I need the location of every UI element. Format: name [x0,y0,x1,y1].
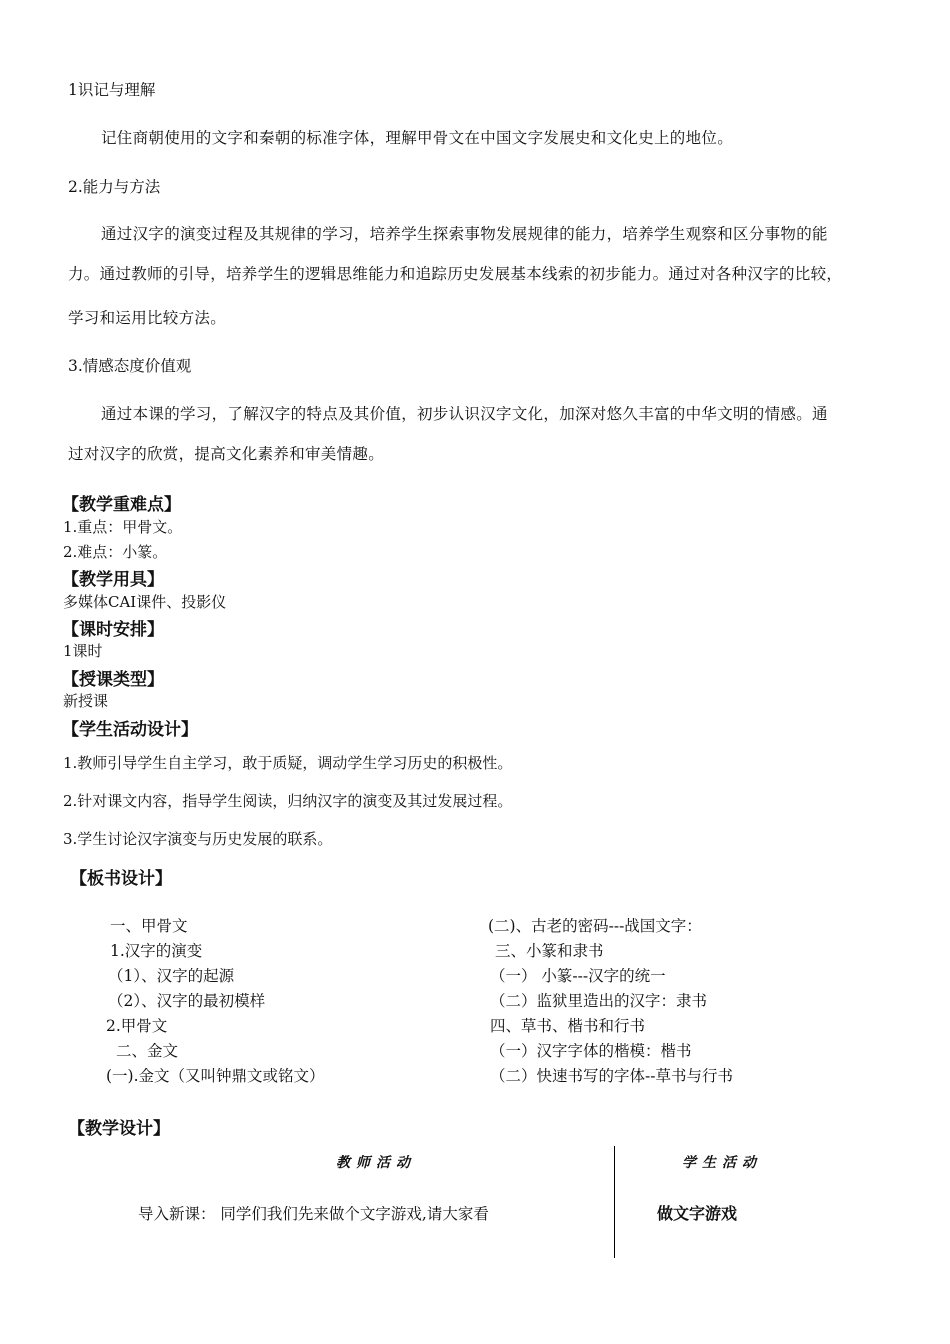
objective-2-title: 2.能力与方法 [68,178,161,196]
board-right-line-5: 四、草书、楷书和行书 [490,1017,646,1035]
board-right-line-4: （二）监狱里造出的汉字：隶书 [490,992,708,1010]
board-right-line-2: 三、小篆和隶书 [495,942,604,960]
type-text: 新授课 [63,692,109,710]
objective-2-line-2: 力。通过教师的引导，培养学生的逻辑思维能力和追踪历史发展基本线索的初步能力。通过对各种汉字的比较， [68,265,843,283]
schedule-heading: 【课时安排】 [62,620,164,640]
objective-3-title: 3.情感态度价值观 [68,357,192,375]
column-header-teacher: 教师活动 [336,1155,416,1171]
board-left-line-3: （1）、汉字的起源 [108,967,235,985]
activities-heading: 【学生活动设计】 [62,720,198,740]
objective-1-title: 1识记与理解 [68,81,156,99]
board-left-line-1: 一、甲骨文 [110,917,188,935]
type-heading: 【授课类型】 [62,670,164,690]
tools-text: 多媒体CAI课件、投影仪 [63,593,227,611]
keypoint-2: 2.难点：小篆。 [63,543,168,561]
objective-2-line-3: 学习和运用比较方法。 [68,309,227,327]
activity-2: 2.针对课文内容，指导学生阅读，归纳汉字的演变及其过发展过程。 [63,792,513,810]
board-right-line-7: （二）快速书写的字体--草书与行书 [490,1067,733,1085]
keypoints-heading: 【教学重难点】 [62,495,181,515]
design-heading: 【教学设计】 [68,1119,170,1139]
tools-heading: 【教学用具】 [62,570,164,590]
objective-3-line-1: 通过本课的学习，了解汉字的特点及其价值，初步认识汉字文化，加深对悠久丰富的中华文明的情感。通 [101,405,828,423]
design-row-1-student: 做文字游戏 [657,1204,738,1223]
objective-3-line-2: 过对汉字的欣赏，提高文化素养和审美情趣。 [68,445,385,463]
board-right-line-3: （一） 小篆---汉字的统一 [490,967,666,985]
board-right-line-1: (二)、古老的密码---战国文字： [488,917,702,935]
board-left-line-2: 1.汉字的演变 [110,942,203,960]
schedule-text: 1课时 [63,642,103,660]
board-left-line-7: (一).金文（又叫钟鼎文或铭文） [106,1067,325,1085]
activity-3: 3.学生讨论汉字演变与历史发展的联系。 [63,830,333,848]
board-right-line-6: （一）汉字字体的楷模：楷书 [490,1042,692,1060]
board-heading: 【板书设计】 [70,869,172,889]
board-left-line-5: 2.甲骨文 [106,1017,168,1035]
board-left-line-6: 二、金文 [116,1042,179,1060]
activity-1: 1.教师引导学生自主学习，敢于质疑，调动学生学习历史的积极性。 [63,754,513,772]
column-divider [614,1146,615,1258]
objective-1-body: 记住商朝使用的文字和秦朝的标准字体，理解甲骨文在中国文字发展史和文化史上的地位。 [101,129,734,147]
column-header-student: 学生活动 [682,1155,762,1171]
objective-2-line-1: 通过汉字的演变过程及其规律的学习，培养学生探索事物发展规律的能力，培养学生观察和区分事物的能 [101,225,828,243]
keypoint-1: 1.重点：甲骨文。 [63,518,183,536]
board-left-line-4: （2）、汉字的最初模样 [108,992,266,1010]
design-row-1-teacher: 导入新课： 同学们我们先来做个文字游戏,请大家看 [138,1205,489,1223]
